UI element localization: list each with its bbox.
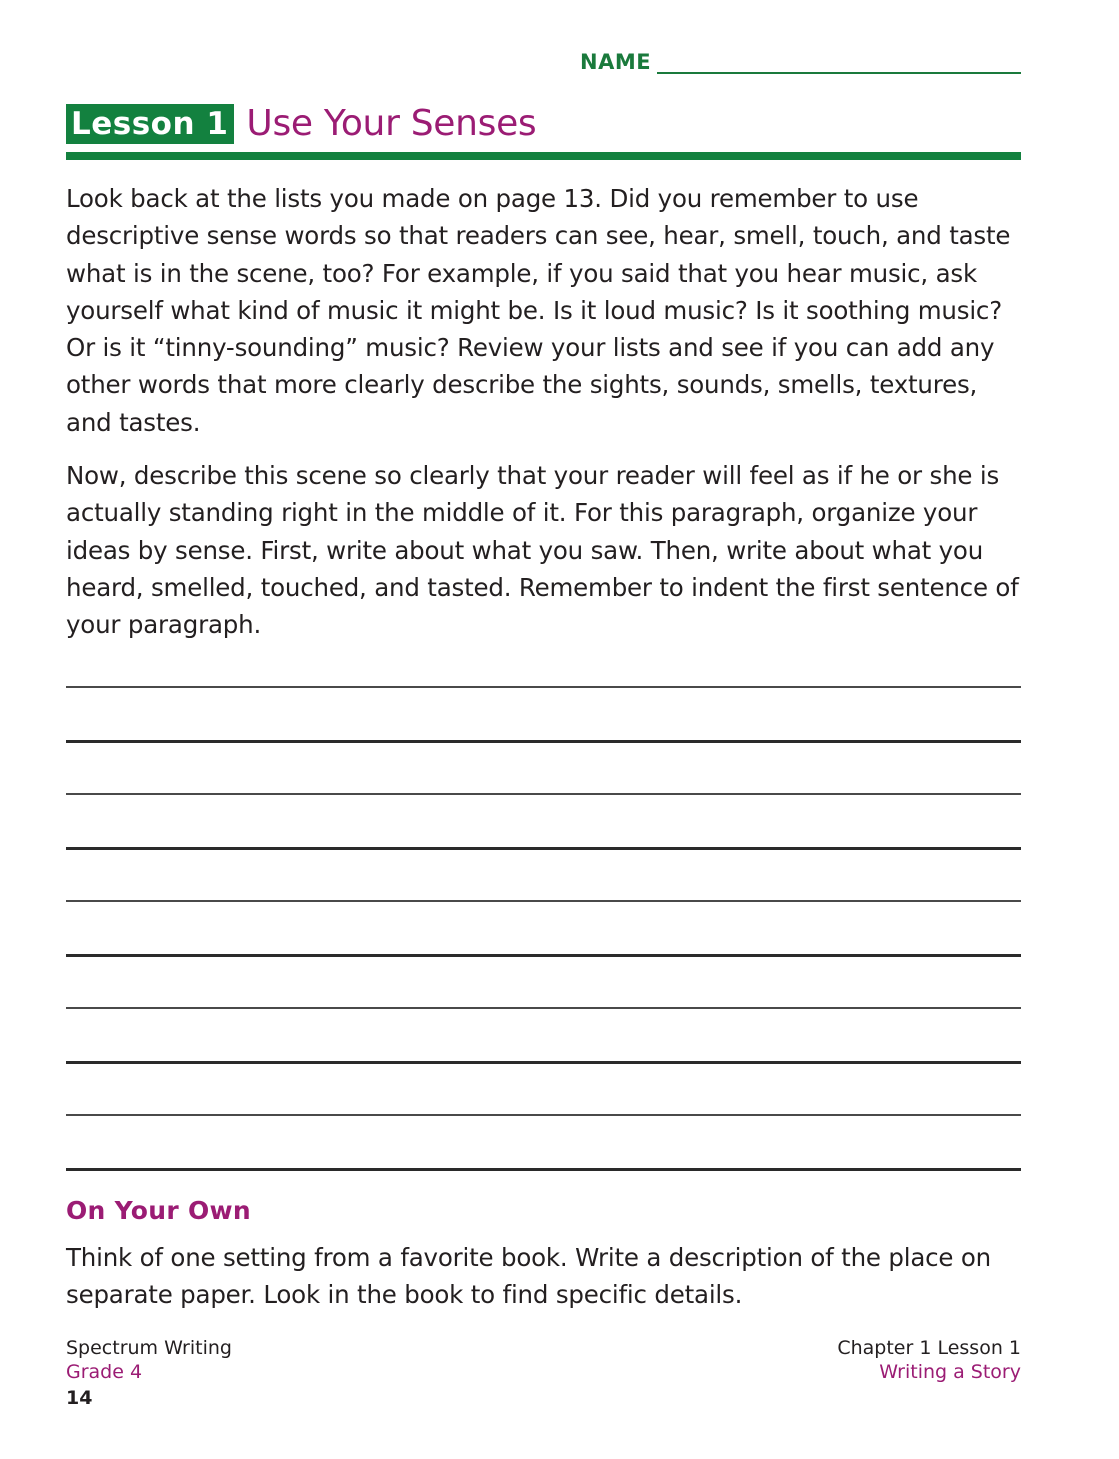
writing-lines: [66, 686, 1021, 1221]
writing-line[interactable]: [66, 1114, 1021, 1168]
name-field: [580, 44, 1021, 74]
on-your-own-heading: On Your Own: [66, 1196, 252, 1225]
lesson-title: Use Your Senses: [246, 103, 537, 144]
footer-unit-title: Writing a Story: [879, 1361, 1021, 1383]
header-rule: [66, 152, 1021, 160]
name-input-line[interactable]: [657, 54, 1021, 74]
lesson-header: [66, 104, 1021, 144]
writing-line[interactable]: [66, 954, 1021, 1008]
instruction-paragraph-2: Now, describe this scene so clearly that your reader will feel as if he or she is actually standing right in the middle of it. For this paragraph, organize your ideas by sense. First, write about what you saw. Then, write about what you heard, smelled, touched, and tasted. Remember to indent the first sentence of your paragraph.: [66, 461, 1019, 640]
writing-line[interactable]: [66, 900, 1021, 954]
name-label: NAME: [580, 50, 652, 74]
footer-book-title: Spectrum Writing: [66, 1337, 232, 1359]
instruction-paragraph-1: Look back at the lists you made on page 13. Did you remember to use descriptive sense words so that readers can see, hear, smell, touch, and taste what is in the scene, too? For example, if you said that you hear music, ask yourself what kind of music it might be. Is it loud music? Is it soothing music? Or is it “tinny-sounding” music? Review your lists and see if you can add any other words that more clearly describe the sights, sounds, smells, textures, and tastes.: [66, 184, 1011, 437]
writing-line[interactable]: [66, 847, 1021, 901]
writing-line[interactable]: [66, 740, 1021, 794]
writing-line[interactable]: [66, 1007, 1021, 1061]
lesson-badge: Lesson 1: [66, 104, 234, 144]
writing-line[interactable]: [66, 1061, 1021, 1115]
footer-right: [837, 1336, 1021, 1384]
footer-chapter-lesson: Chapter 1 Lesson 1: [837, 1337, 1021, 1359]
on-your-own-text: Think of one setting from a favorite book. Write a description of the place on separate paper. Look in the book to find specific details.: [66, 1243, 991, 1310]
page-number: 14: [66, 1387, 93, 1409]
footer-left: [66, 1336, 232, 1410]
writing-line[interactable]: [66, 686, 1021, 740]
footer-grade: Grade 4: [66, 1361, 143, 1383]
writing-line[interactable]: [66, 793, 1021, 847]
